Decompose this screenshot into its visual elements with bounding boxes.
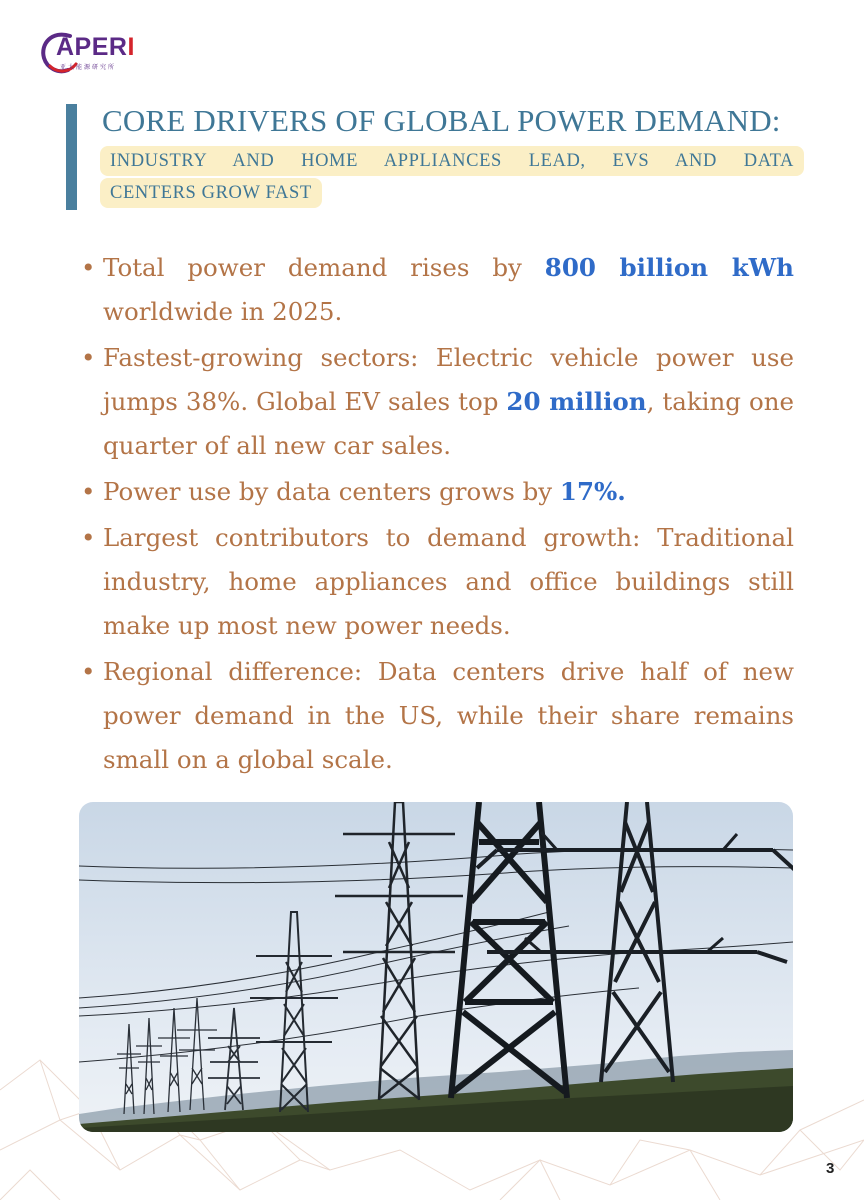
aperi-logo (40, 28, 150, 84)
page-subtitle-line-2: CENTERS GROW FAST (100, 178, 322, 208)
list-item (78, 336, 794, 468)
bullet-dot-icon: • (81, 253, 96, 282)
bullet-dot-icon: • (81, 477, 96, 506)
bullet-dot-icon: • (81, 657, 96, 686)
bullet-text: Largest contributors to demand growth: Traditional industry, home appliances and office buildings still make up most new power needs. (103, 523, 794, 640)
power-towers-photo (79, 802, 793, 1132)
list-item (78, 470, 794, 514)
bullet-text: Total power demand rises by (103, 253, 545, 282)
bullet-dot-icon: • (81, 343, 96, 372)
bullet-text-post: , taking one quarter of all new car sales. (103, 387, 794, 460)
logo-subtitle: 亚太能源研究所 (60, 65, 117, 71)
bullet-highlight: 17%. (559, 477, 626, 506)
bullet-highlight: 800 billion kWh (544, 253, 794, 282)
bullet-highlight: 20 million (506, 387, 647, 416)
key-points-list (78, 246, 794, 784)
bullet-text-post: worldwide in 2025. (103, 297, 343, 326)
list-item (78, 246, 794, 334)
page-title: CORE DRIVERS OF GLOBAL POWER DEMAND: (102, 103, 781, 138)
bullet-dot-icon: • (81, 523, 96, 552)
list-item (78, 650, 794, 782)
page-number: 3 (826, 1160, 835, 1177)
bullet-text: Fastest-growing sectors: Electric vehicle power use jumps 38%. Global EV sales top (103, 343, 794, 416)
logo-wordmark: APERI (56, 33, 135, 61)
bullet-text: Power use by data centers grows by (103, 477, 560, 506)
bullet-text: Regional difference: Data centers drive half of new power demand in the US, while their share remains small on a global scale. (103, 657, 794, 774)
list-item (78, 516, 794, 648)
page-subtitle-line-1: INDUSTRY AND HOME APPLIANCES LEAD, EVS AND DATA (100, 146, 804, 176)
heading-accent-bar (66, 104, 77, 210)
